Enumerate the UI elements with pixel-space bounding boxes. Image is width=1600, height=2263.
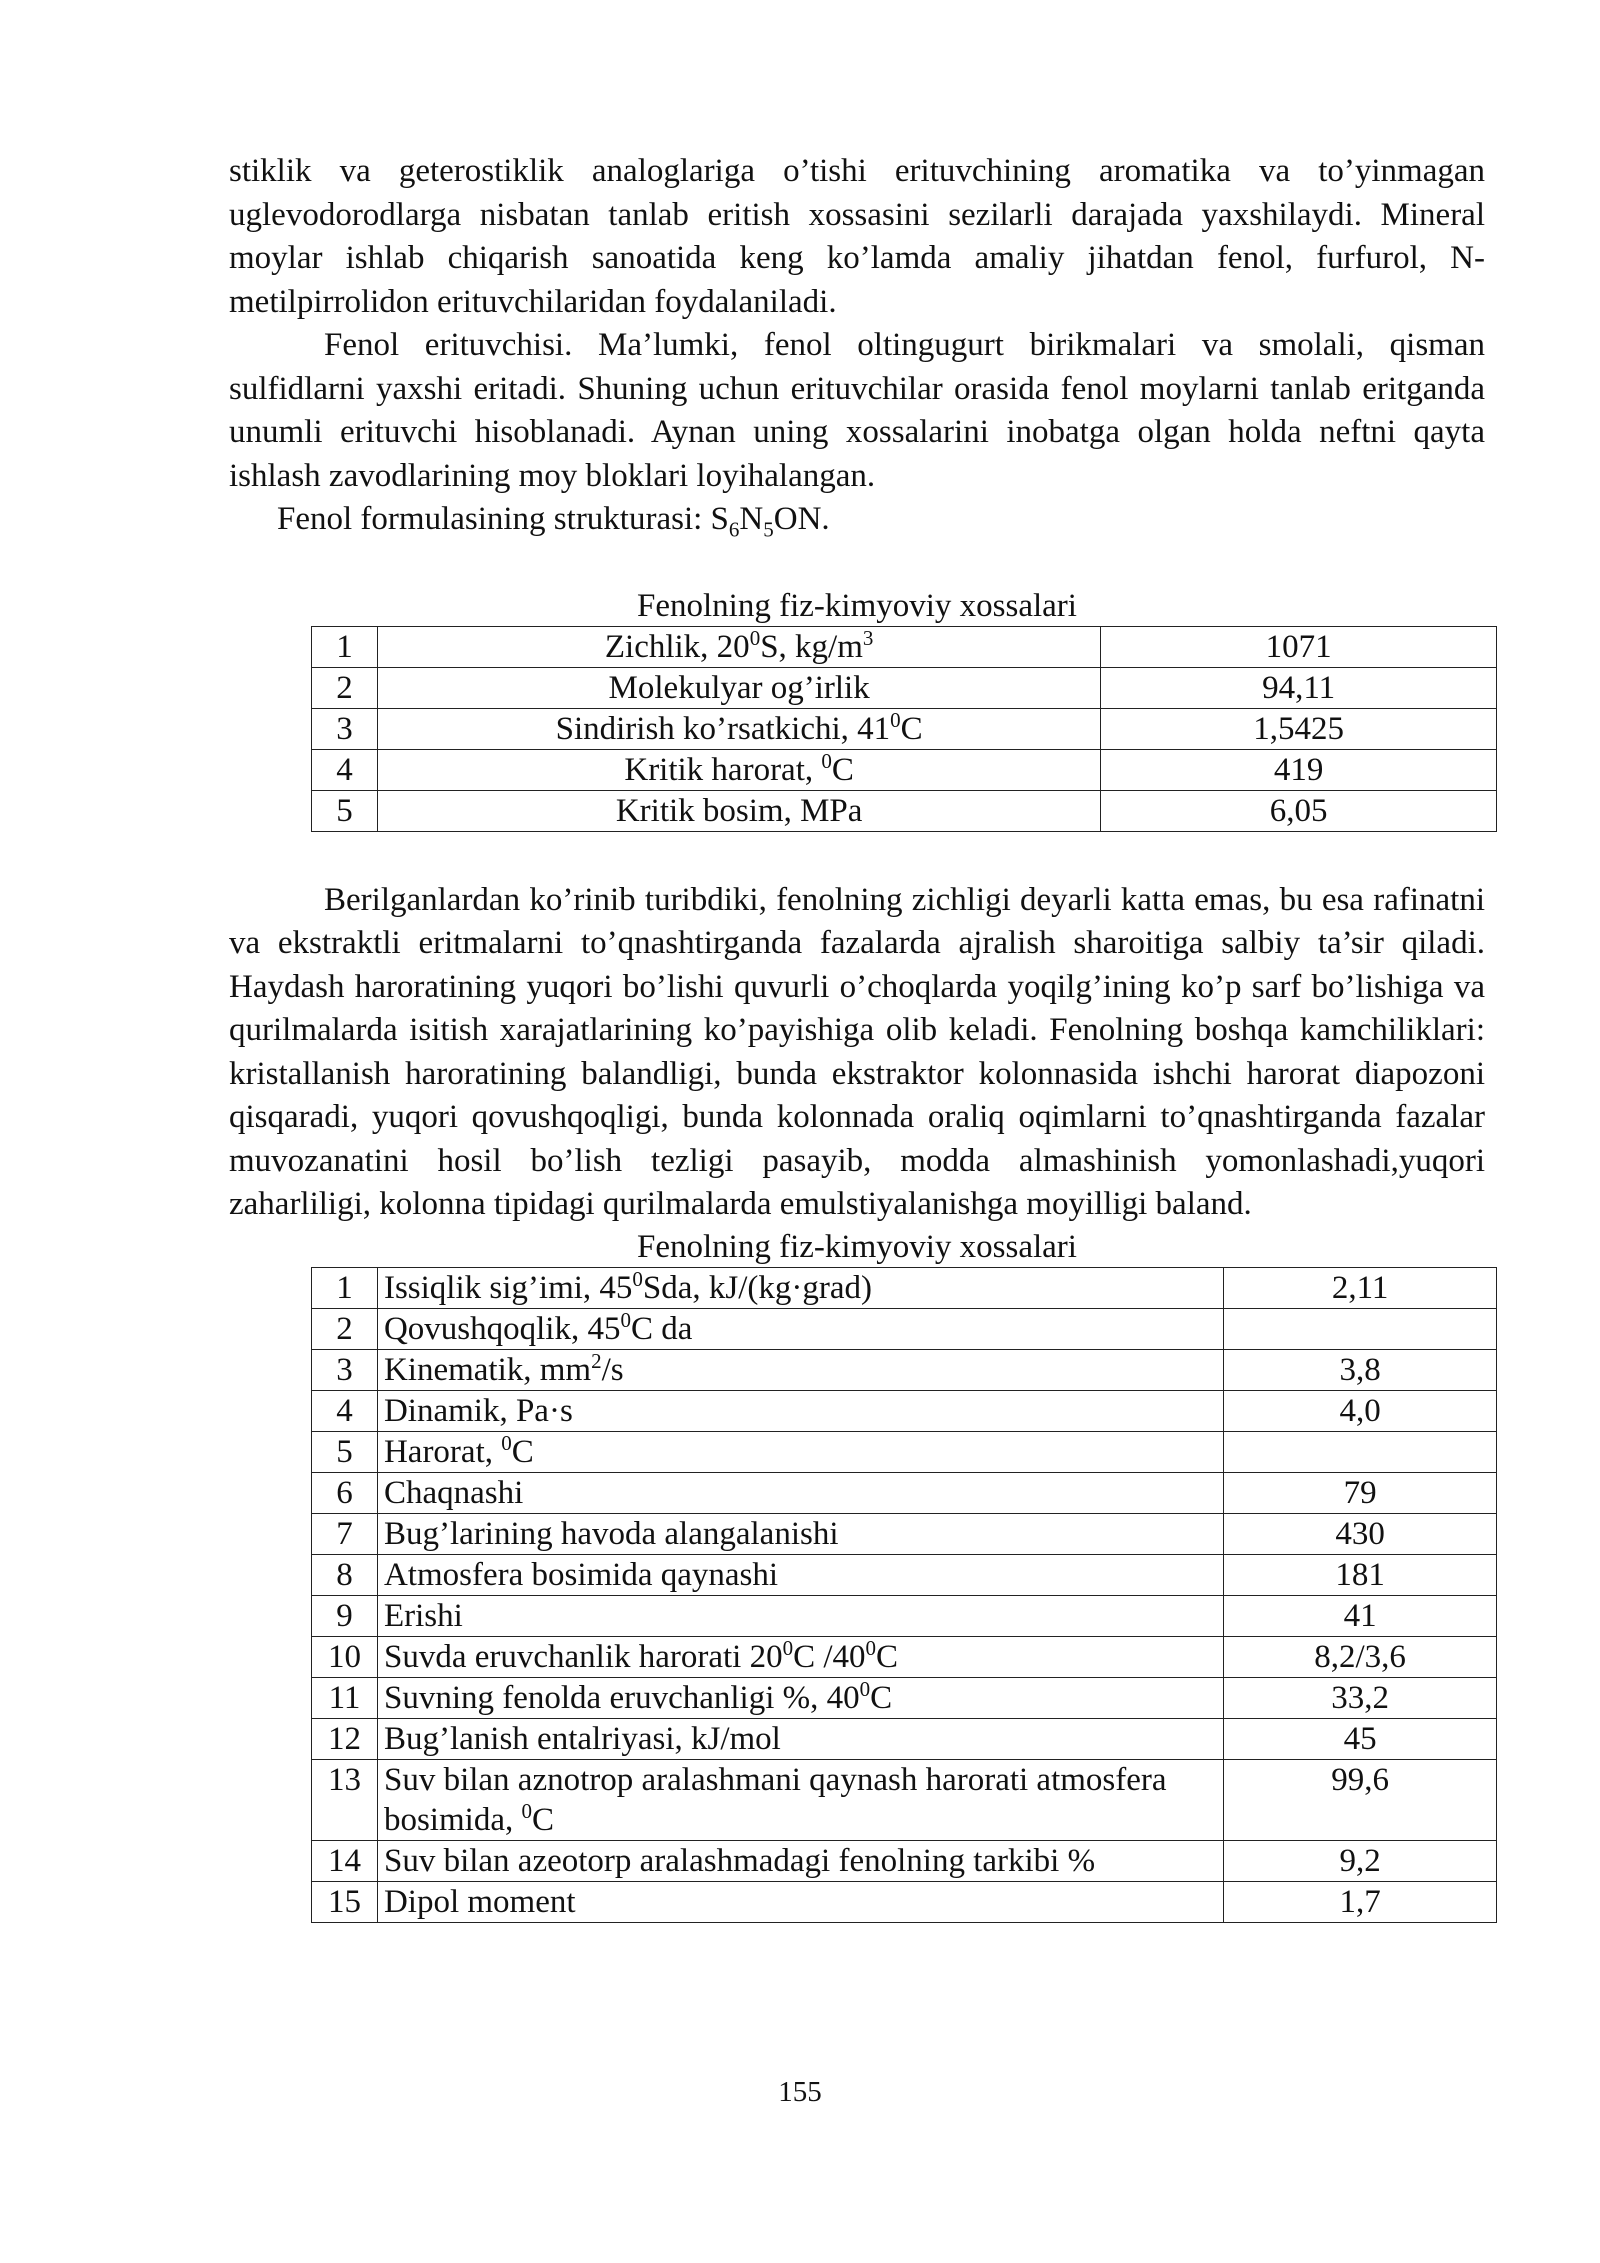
property-label	[377, 1431, 1223, 1472]
table-row	[312, 1513, 1497, 1554]
property-label	[377, 626, 1100, 667]
label-part-pre: Dipol moment	[383, 1883, 576, 1920]
row-number: 4	[312, 749, 378, 790]
table-row	[312, 1472, 1497, 1513]
row-number: 5	[312, 790, 378, 831]
formula-sub-2: 5	[763, 517, 774, 542]
properties-table-2	[311, 1267, 1497, 1923]
label-part-pre: Bug’lanish entalriyasi, kJ/mol	[383, 1720, 781, 1757]
page-number: 155	[778, 2076, 822, 2108]
row-number: 11	[312, 1677, 378, 1718]
label-part-pre: Suv bilan aznotrop aralashmani qaynash harorati atmosfera bosimida,	[383, 1761, 1167, 1838]
property-value: 2,11	[1224, 1267, 1497, 1308]
property-value	[1224, 1308, 1497, 1349]
label-part-mid: C	[831, 751, 854, 788]
label-part-pre: Dinamik, Pa·s	[383, 1392, 573, 1429]
property-value: 9,2	[1224, 1840, 1497, 1881]
property-label	[377, 1513, 1223, 1554]
table-row	[312, 667, 1497, 708]
label-part-pre: Suvning fenolda eruvchanligi %, 40	[383, 1679, 860, 1716]
row-number: 14	[312, 1840, 378, 1881]
property-label	[377, 1759, 1223, 1840]
label-part-mid: S, kg/m	[760, 628, 863, 665]
label-part-sup: 0	[632, 1266, 643, 1291]
row-number: 1	[312, 1267, 378, 1308]
label-part-mid: Sda, kJ/(kg·grad)	[642, 1269, 873, 1306]
property-label	[377, 1349, 1223, 1390]
table-row	[312, 1759, 1497, 1840]
formula-prefix: Fenol formulasining strukturasi: S	[277, 501, 729, 537]
property-label	[377, 1390, 1223, 1431]
table-row	[312, 1267, 1497, 1308]
property-label	[377, 1881, 1223, 1922]
properties-table-1	[311, 626, 1497, 832]
label-part-pre: Molekulyar og’irlik	[608, 669, 870, 706]
label-part-sup: 0	[749, 625, 761, 650]
formula-suffix: ON.	[773, 501, 830, 537]
property-value: 1,7	[1224, 1881, 1497, 1922]
table-row	[312, 1677, 1497, 1718]
property-label	[377, 1308, 1223, 1349]
label-part-pre: Bug’larining havoda alangalanishi	[383, 1515, 839, 1552]
row-number: 15	[312, 1881, 378, 1922]
property-value: 99,6	[1224, 1759, 1497, 1840]
label-part-pre: Qovushqoqlik, 45	[383, 1310, 621, 1347]
label-part-pre: Chaqnashi	[383, 1474, 524, 1511]
row-number: 6	[312, 1472, 378, 1513]
label-part-mid: /s	[601, 1351, 624, 1388]
row-number: 4	[312, 1390, 378, 1431]
property-value: 41	[1224, 1595, 1497, 1636]
row-number: 3	[312, 708, 378, 749]
label-part-sup: 0	[501, 1430, 512, 1455]
label-part-sup: 0	[859, 1676, 871, 1701]
row-number: 5	[312, 1431, 378, 1472]
property-value: 419	[1101, 749, 1497, 790]
table-row	[312, 1431, 1497, 1472]
row-number: 13	[312, 1759, 378, 1840]
property-value: 94,11	[1101, 667, 1497, 708]
row-number: 12	[312, 1718, 378, 1759]
row-number: 8	[312, 1554, 378, 1595]
property-value: 6,05	[1101, 790, 1497, 831]
row-number: 3	[312, 1349, 378, 1390]
intro-paragraph: stiklik va geterostiklik analoglariga o’tishi erituvchining aromatika va to’yinmagan uglevodorodlarga nisbatan tanlab eritish xossasini sezilarli darajada yaxshilaydi. Mineral moylar ishlab chiqarish sanoatida keng ko’lamda amaliy jihatdan fenol, furfurol, N- metilpirrolidon erituvchilaridan foydalaniladi.	[229, 153, 1485, 320]
table-row	[312, 1595, 1497, 1636]
label-part-pre: Sindirish ko’rsatkichi, 41	[555, 710, 891, 747]
property-value: 1071	[1101, 626, 1497, 667]
formula-line	[229, 498, 1485, 542]
table-row	[312, 626, 1497, 667]
property-value: 181	[1224, 1554, 1497, 1595]
label-part-mid: C /40	[793, 1638, 866, 1675]
formula-sub-1: 6	[728, 517, 740, 542]
label-part-post: C	[876, 1638, 899, 1675]
row-number: 1	[312, 626, 378, 667]
label-part-pre: Harorat,	[383, 1433, 502, 1470]
label-part-mid: C	[900, 710, 923, 747]
table-row	[312, 1840, 1497, 1881]
property-label	[377, 1636, 1223, 1677]
fenol-paragraph: Fenol erituvchisi. Ma’lumki, fenol oltingugurt birikmalari va smolali, qisman sulfidlarni yaxshi eritadi. Shuning uchun erituvchilar orasida fenol moylarni tanlab eritganda unumli erituvchi hisoblanadi. Aynan uning xossalarini inobatga olgan holda neftni qayta ishlash zavodlarining moy bloklari loyihalangan.	[229, 327, 1485, 494]
table-row	[312, 708, 1497, 749]
label-part-sup: 0	[821, 748, 832, 773]
property-value: 79	[1224, 1472, 1497, 1513]
table-row	[312, 1308, 1497, 1349]
property-value	[1224, 1431, 1497, 1472]
property-label	[377, 1267, 1223, 1308]
property-label	[377, 1554, 1223, 1595]
label-part-sup: 0	[521, 1798, 532, 1823]
property-label	[377, 790, 1100, 831]
property-value: 1,5425	[1101, 708, 1497, 749]
row-number: 2	[312, 667, 378, 708]
label-part-pre: Suv bilan azeotorp aralashmadagi fenolning tarkibi %	[383, 1842, 1096, 1879]
table-row	[312, 749, 1497, 790]
property-value: 430	[1224, 1513, 1497, 1554]
label-part-pre: Suvda eruvchanlik harorati 20	[383, 1638, 783, 1675]
label-part-mid: C da	[630, 1310, 693, 1347]
property-value: 33,2	[1224, 1677, 1497, 1718]
property-label	[377, 1472, 1223, 1513]
row-number: 10	[312, 1636, 378, 1677]
table-row	[312, 1636, 1497, 1677]
property-label	[377, 1718, 1223, 1759]
label-part-pre: Kritik bosim, MPa	[615, 792, 863, 829]
label-part-pre: Issiqlik sig’imi, 45	[383, 1269, 633, 1306]
berilgan-paragraph: Berilganlardan ko’rinib turibdiki, fenolning zichligi deyarli katta emas, bu esa rafinatni va ekstraktli eritmalarni to’qnashtirganda fazalarda ajralish sharoitiga salbiy ta’sir qiladi. Haydash haroratining yuqori bo’lishi quvurli o’choqlarda yoqilg’ining ko’p sarf bo’lishiga va qurilmalarda isitish xarajatlarining ko’payishiga olib keladi. Fenolning boshqa kamchiliklari: kristallanish haroratining balandligi, bunda ekstraktor kolonnasida ishchi harorat diapozoni qisqaradi, yuqori qovushqoqligi, bunda kolonnada oraliq oqimlarni to’qnashtirganda fazalar muvozanatini hosil bo’lish tezligi pasayib, modda almashinish yomonlashadi,yuqori zaharliligi, kolonna tipidagi qurilmalarda emulstiyalanishga moyilligi baland.	[229, 881, 1485, 1222]
property-label	[377, 1840, 1223, 1881]
property-label	[377, 708, 1100, 749]
page-body	[229, 150, 1485, 1923]
label-part-mid: C	[870, 1679, 893, 1716]
label-part-pre: Kritik harorat,	[624, 751, 822, 788]
property-value: 8,2/3,6	[1224, 1636, 1497, 1677]
table-row	[312, 790, 1497, 831]
label-part-sup: 0	[890, 707, 901, 732]
row-number: 7	[312, 1513, 378, 1554]
table-row	[312, 1718, 1497, 1759]
label-part-sup: 0	[782, 1635, 794, 1660]
table1-caption: Fenolning fiz-kimyoviy xossalari	[637, 587, 1077, 624]
label-part-pre: Erishi	[383, 1597, 463, 1634]
label-part-sup: 0	[620, 1307, 631, 1332]
table2-caption: Fenolning fiz-kimyoviy xossalari	[637, 1228, 1077, 1265]
table-row	[312, 1881, 1497, 1922]
property-label	[377, 667, 1100, 708]
property-label	[377, 1677, 1223, 1718]
table-row	[312, 1554, 1497, 1595]
formula-mid: N	[739, 501, 764, 537]
label-part-mid: C	[511, 1433, 534, 1470]
label-part-sup: 2	[591, 1348, 602, 1373]
property-label	[377, 749, 1100, 790]
table-row	[312, 1349, 1497, 1390]
label-part-sup2: 3	[862, 625, 874, 650]
row-number: 2	[312, 1308, 378, 1349]
label-part-sup2: 0	[865, 1635, 877, 1660]
label-part-mid: C	[531, 1801, 554, 1838]
table-row	[312, 1390, 1497, 1431]
label-part-pre: Atmosfera bosimida qaynashi	[383, 1556, 779, 1593]
property-value: 3,8	[1224, 1349, 1497, 1390]
property-value: 45	[1224, 1718, 1497, 1759]
property-label	[377, 1595, 1223, 1636]
label-part-pre: Kinematik, mm	[383, 1351, 592, 1388]
property-value: 4,0	[1224, 1390, 1497, 1431]
label-part-pre: Zichlik, 20	[604, 628, 750, 665]
row-number: 9	[312, 1595, 378, 1636]
